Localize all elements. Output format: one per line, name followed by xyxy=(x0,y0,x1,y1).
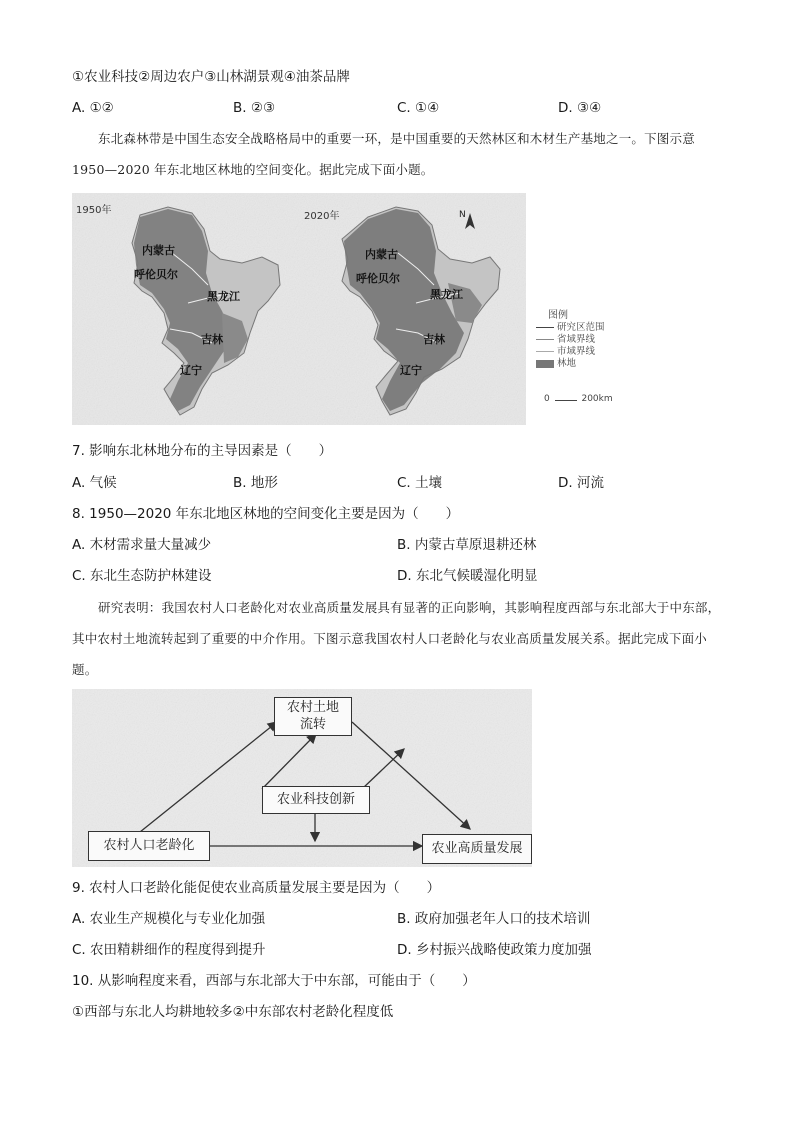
q8-stem: 8. 1950—2020 年东北地区林地的空间变化主要是因为（ ） xyxy=(72,506,460,522)
label-heilongjiang-2020: 黑龙江 xyxy=(430,288,463,301)
map-scale: 0 200km xyxy=(544,394,613,404)
label-liaoning-1950: 辽宁 xyxy=(180,364,202,377)
label-neimenggu-1950: 内蒙古 xyxy=(142,244,175,257)
label-hulunbeier-1950: 呼伦贝尔 xyxy=(134,268,178,281)
legend-item-city-border: 市域界线 xyxy=(536,346,605,358)
q10-stem: 10. 从影响程度来看，西部与东北部大于中东部，可能由于（ ） xyxy=(72,973,476,989)
scale-bar xyxy=(555,396,577,401)
q7-option-d[interactable]: D. 河流 xyxy=(558,475,604,491)
map-1950-year: 1950年 xyxy=(76,205,112,216)
label-neimenggu-2020: 内蒙古 xyxy=(365,248,398,261)
legend-item-forest: 林地 xyxy=(536,358,605,370)
box-tech-innovation: 农业科技创新 xyxy=(262,786,370,814)
label-heilongjiang-1950: 黑龙江 xyxy=(207,290,240,303)
intro-paragraph-aging: 研究表明：我国农村人口老龄化对农业高质量发展具有显著的正向影响，其影响程度西部与东北部大于中东部，其中农村土地流转起到了重要的中介作用。下图示意我国农村人口老龄化与农业高质量发展关系。据此完成下面小题。 xyxy=(72,600,721,677)
q10-statement: ①西部与东北人均耕地较多②中东部农村老龄化程度低 xyxy=(72,1004,394,1020)
legend-title: 图例 xyxy=(548,310,568,321)
label-jilin-2020: 吉林 xyxy=(423,333,445,346)
box-land-transfer: 农村土地 流转 xyxy=(274,697,352,736)
north-label: N xyxy=(459,210,466,220)
legend-city-line xyxy=(536,351,554,352)
q9-option-a[interactable]: A. 农业生产规模化与专业化加强 xyxy=(72,911,266,927)
q6-option-c[interactable]: C. ①④ xyxy=(397,100,440,116)
legend-forest-swatch xyxy=(536,360,554,368)
q8-option-b[interactable]: B. 内蒙古草原退耕还林 xyxy=(397,537,537,553)
q8-option-c[interactable]: C. 东北生态防护林建设 xyxy=(72,568,212,584)
q6-option-a[interactable]: A. ①② xyxy=(72,100,114,116)
legend-province-line xyxy=(536,339,554,340)
map-2020-year: 2020年 xyxy=(304,211,340,222)
q7-option-a[interactable]: A. 气候 xyxy=(72,475,117,491)
aging-diagram xyxy=(72,689,532,867)
q8-option-d[interactable]: D. 东北气候暖湿化明显 xyxy=(397,568,538,584)
q7-option-b[interactable]: B. 地形 xyxy=(233,475,278,491)
q9-option-c[interactable]: C. 农田精耕细作的程度得到提升 xyxy=(72,942,266,958)
q9-option-b[interactable]: B. 政府加强老年人口的技术培训 xyxy=(397,911,591,927)
label-hulunbeier-2020: 呼伦贝尔 xyxy=(356,272,400,285)
legend-study-area-line xyxy=(536,327,554,328)
q7-option-c[interactable]: C. 土壤 xyxy=(397,475,443,491)
forest-map-svg xyxy=(72,193,526,425)
label-liaoning-2020: 辽宁 xyxy=(400,364,422,377)
forest-map-figure xyxy=(72,193,526,425)
q9-stem: 9. 农村人口老龄化能促使农业高质量发展主要是因为（ ） xyxy=(72,880,441,896)
box-high-quality-agriculture: 农业高质量发展 xyxy=(422,834,532,864)
q9-option-d[interactable]: D. 乡村振兴战略使政策力度加强 xyxy=(397,942,592,958)
q8-option-a[interactable]: A. 木材需求量大量减少 xyxy=(72,537,212,553)
legend-item-province-border: 省域界线 xyxy=(536,334,605,346)
q7-stem: 7. 影响东北林地分布的主导因素是（ ） xyxy=(72,443,333,459)
label-jilin-1950: 吉林 xyxy=(201,333,223,346)
legend-item-study-area: 研究区范围 xyxy=(536,322,605,334)
q6-option-b[interactable]: B. ②③ xyxy=(233,100,276,116)
map-legend xyxy=(536,300,646,410)
q6-statement: ①农业科技②周边农户③山林湖景观④油茶品牌 xyxy=(72,69,350,85)
q6-option-d[interactable]: D. ③④ xyxy=(558,100,602,116)
intro-paragraph-forest: 东北森林带是中国生态安全战略格局中的重要一环，是中国重要的天然林区和木材生产基地之一。下图示意 1950—2020 年东北地区林地的空间变化。据此完成下面小题。 xyxy=(72,131,695,177)
box-rural-aging: 农村人口老龄化 xyxy=(88,831,210,861)
